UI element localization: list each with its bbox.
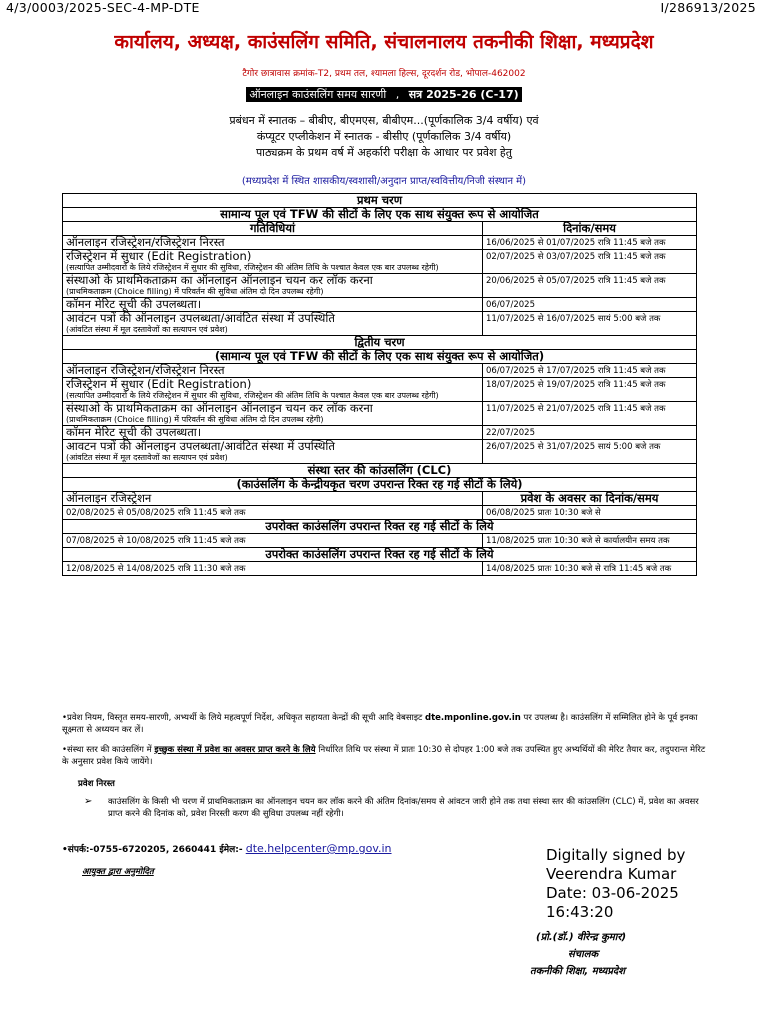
clc-subtitle-cell: (काउंसलिंग के केन्द्रीयकृत चरण उपरान्त रिक्त रह गई सीटों के लिये) [63, 478, 697, 492]
activity-cell [63, 364, 483, 378]
clc-title [63, 464, 697, 478]
clc-registration-date: 12/08/2025 से 14/08/2025 रात्रि 11:30 बजे तक [63, 562, 483, 576]
clc-subtitle [63, 478, 697, 492]
clc-column-header-row [63, 492, 697, 506]
activity-text: रजिस्ट्रेशन में सुधार (Edit Registration) [66, 249, 252, 263]
date-cell: 18/07/2025 से 19/07/2025 रात्रि 11:45 बजे तक [483, 378, 697, 402]
table-row [63, 378, 697, 402]
session-label: सत्र 2025-26 (C-17) [408, 88, 519, 101]
column-header-row [63, 222, 697, 236]
course-line-2: कंप्यूटर एप्लीकेशन में स्नातक - बीसीए (पूर्णकालिक 3/4 वर्षीय) [256, 130, 512, 143]
clc-round-header-cell: उपरोक्त काउंसलिंग उपरान्त रिक्त रह गई सीटों के लिये [63, 520, 697, 534]
activity-cell [63, 298, 483, 312]
clc-registration-date: 02/08/2025 से 05/08/2025 रात्रि 11:45 बजे तक [63, 506, 483, 520]
email-link[interactable]: dte.helpcenter@mp.gov.in [245, 842, 392, 855]
date-cell: 06/07/2025 से 17/07/2025 रात्रि 11:45 बजे तक [483, 364, 697, 378]
institution-types: (मध्यप्रदेश में स्थित शासकीय/स्वशासी/अनुदान प्राप्त/स्ववित्तीय/निजी संस्थान में) [241, 176, 527, 187]
activity-text: कॉमन मेरिट सूची की उपलब्धता। [66, 425, 202, 439]
schedule-table [62, 193, 697, 576]
activity-text: ऑनलाइन रजिस्ट्रेशन/रजिस्ट्रेशन निरस्त [66, 235, 225, 249]
activity-note: (सत्यापित उम्मीदवारों के लिये रजिस्ट्रेशन में सुधार की सुविधा, रजिस्ट्रेशन की अंतिम तिथि के पश्चात केवल एक बार उपलब्ध रहेगी) [66, 391, 439, 400]
table-row [63, 250, 697, 274]
phase1-title-cell: प्रथम चरण [63, 194, 697, 208]
office-address: टैगोर छात्रावास क्रमांक-T2, प्रथम तल, श्यामला हिल्स, दूरदर्शन रोड, भोपाल-462002 [242, 69, 526, 79]
file-reference: 4/3/0003/2025-SEC-4-MP-DTE [6, 0, 200, 15]
activity-cell [63, 236, 483, 250]
signatory-designation: संचालक [568, 949, 599, 960]
website-link[interactable]: dte.mponline.gov.in [425, 713, 521, 723]
activity-text: संस्थाओ के प्राथमिकताक्रम का ऑनलाइन ऑनलाइन चयन कर लॉक करना [66, 273, 373, 287]
activity-note: (सत्यापित उम्मीदवारों के लिये रजिस्ट्रेशन में सुधार की सुविधा, रजिस्ट्रेशन की अंतिम तिथि के पश्चात केवल एक बार उपलब्ध रहेगी) [66, 263, 439, 272]
date-cell: 11/07/2025 से 16/07/2025 सायं 5:00 बजे तक [483, 312, 697, 336]
table-row [63, 534, 697, 548]
course-line-3: पाठ्यक्रम के प्रथम वर्ष में अहर्कारी परीक्षा के आधार पर प्रवेश हेतु [255, 146, 513, 159]
date-cell: 22/07/2025 [483, 426, 697, 440]
arrow-bullet-icon: ➢ [84, 796, 93, 807]
phase2-title [63, 336, 697, 350]
office-title: कार्यालय, अध्यक्ष, काउंसलिंग समिति, संचालनालय तकनीकी शिक्षा, मध्यप्रदेश [114, 31, 654, 53]
course-description [0, 113, 768, 161]
phase1-subtitle-cell: सामान्य पूल एवं TFW की सीटों के लिए एक साथ संयुक्त रूप से आयोजित [63, 208, 697, 222]
activity-cell [63, 402, 483, 426]
activity-cell [63, 378, 483, 402]
activity-cell [63, 312, 483, 336]
schedule-heading: ऑनलाइन काउंसलिंग समय सारणी , सत्र 2025-26 (C-17) [0, 87, 768, 102]
table-row [63, 402, 697, 426]
signatory-department: तकनीकी शिक्षा, मध्यप्रदेश [530, 966, 626, 977]
activity-note: (प्राथमिकताक्रम (Choice filling) में परिवर्तन की सुविधा अंतिम दो दिन उपलब्ध रहेगी) [66, 287, 324, 296]
table-row [63, 506, 697, 520]
activity-cell [63, 426, 483, 440]
table-row [63, 236, 697, 250]
signatory-name: (प्रो.(डॉ.) वीरेन्द्र कुमार) [536, 932, 627, 943]
clc-admission-date: 14/08/2025 प्रातः 10:30 बजे से रात्रि 11:45 बजे तक [483, 562, 697, 576]
activity-text: रजिस्ट्रेशन में सुधार (Edit Registration) [66, 377, 252, 391]
table-row [63, 440, 697, 464]
activity-cell [63, 250, 483, 274]
note-1: •प्रवेश नियम, विस्तृत समय-सारणी, अभ्यर्थी के लिये महत्वपूर्ण निर्देश, अधिकृत सहायता केन्द्रों की सूची आदि वेबसाइट dte.mponline.gov.in पर उपलब्ध है। काउंसलिंग में सम्मिलित होने के पूर्व इनका सूक्ष्मता से अध्ययन कर लें। [62, 713, 698, 735]
activity-text: आवटन पत्रों की ऑनलाइन उपलब्धता/आवंटित संस्था में उपस्थिति [66, 439, 335, 453]
date-cell: 16/06/2025 से 01/07/2025 रात्रि 11:45 बजे तक [483, 236, 697, 250]
date-cell: 06/07/2025 [483, 298, 697, 312]
clc-round-header [63, 548, 697, 562]
table-row [63, 298, 697, 312]
schedule-label: ऑनलाइन काउंसलिंग समय सारणी [246, 87, 389, 102]
activity-text: कॉमन मेरिट सूची की उपलब्धता। [66, 297, 202, 311]
table-row [63, 562, 697, 576]
table-row [63, 364, 697, 378]
table-row [63, 426, 697, 440]
table-row [63, 274, 697, 298]
activity-note: (प्राथमिकताक्रम (Choice filling) में परिवर्तन की सुविधा अंतिम दो दिन उपलब्ध रहेगी) [66, 415, 324, 424]
contact-info: •संपर्क:-0755-6720205, 2660441 ईमेल:- dte.helpcenter@mp.gov.in [62, 842, 392, 855]
activity-text: आवंटन पत्रों की ऑनलाइन उपलब्धता/आवंटित संस्था में उपस्थिति [66, 311, 335, 325]
column-header-activity: गतिविधियां [63, 222, 483, 236]
date-cell: 20/06/2025 से 05/07/2025 रात्रि 11:45 बजे तक [483, 274, 697, 298]
column-header-date: दिनांक/समय [483, 222, 697, 236]
course-line-1: प्रबंधन में स्नातक – बीबीए, बीएमएस, बीबीएम...(पूर्णकालिक 3/4 वर्षीय) एवं [229, 114, 539, 127]
date-cell: 11/07/2025 से 21/07/2025 रात्रि 11:45 बजे तक [483, 402, 697, 426]
clc-registration-date: 07/08/2025 से 10/08/2025 रात्रि 11:45 बजे तक [63, 534, 483, 548]
clc-admission-date: 06/08/2025 प्रातः 10:30 बजे से [483, 506, 697, 520]
phase2-title-cell: द्वितीय चरण [63, 336, 697, 350]
cancellation-title: प्रवेश निरस्त [78, 779, 115, 789]
activity-cell [63, 440, 483, 464]
phase2-subtitle-cell: (सामान्य पूल एवं TFW की सीटों के लिए एक साथ संयुक्त रूप से आयोजित) [63, 350, 697, 364]
approval-note: आयुक्त द्वारा अनुमोदित [82, 867, 154, 877]
clc-round-header-cell: उपरोक्त काउंसलिंग उपरान्त रिक्त रह गई सीटों के लिये [63, 548, 697, 562]
activity-text: ऑनलाइन रजिस्ट्रेशन/रजिस्ट्रेशन निरस्त [66, 363, 225, 377]
clc-column-left: ऑनलाइन रजिस्ट्रेशन [63, 492, 483, 506]
clc-admission-date: 11/08/2025 प्रातः 10:30 बजे से कार्यालयीन समय तक [483, 534, 697, 548]
phase2-subtitle [63, 350, 697, 364]
activity-cell [63, 274, 483, 298]
date-cell: 26/07/2025 से 31/07/2025 सायं 5:00 बजे तक [483, 440, 697, 464]
date-cell: 02/07/2025 से 03/07/2025 रात्रि 11:45 बजे तक [483, 250, 697, 274]
cancellation-note: ➢ काउंसलिंग के किसी भी चरण में प्राथमिकताक्रम का ऑनलाइन चयन कर लॉक करने की अंतिम दिनांक/समय से आंवटन जारी होने तक तथा संस्था स्तर की कांउसलिंग (CLC) में, प्रवेश का अवसर प्राप्त करने की दिनांक को, प्रवेश निरस्ती करण की सुविधा उपलब्ध नहीं रहेगी। [84, 796, 699, 819]
activity-text: संस्थाओ के प्राथमिकताक्रम का ऑनलाइन ऑनलाइन चयन कर लॉक करना [66, 401, 373, 415]
clc-title-cell: संस्था स्तर की कांउसलिंग (CLC) [63, 464, 697, 478]
clc-round-header [63, 520, 697, 534]
activity-note: (आंवटित संस्था में मूल दस्तावेजों का सत्यापन एवं प्रवेश) [66, 325, 228, 334]
clc-column-right: प्रवेश के अवसर का दिनांक/समय [483, 492, 697, 506]
phase1-subtitle [63, 208, 697, 222]
document-number: I/286913/2025 [660, 0, 756, 15]
phase1-title [63, 194, 697, 208]
notes-section [62, 712, 712, 828]
table-row [63, 312, 697, 336]
activity-note: (आंवटित संस्था में मूल दस्तावेजों का सत्यापन एवं प्रवेश) [66, 453, 228, 462]
digital-signature: Digitally signed by Veerendra Kumar Date: 03-06-2025 16:43:20 [546, 846, 686, 921]
note-2: •संस्था स्तर की काउंसलिंग में इच्छुक संस्था में प्रवेश का अवसर प्राप्त करने के लिये निर्धारित तिथि पर संस्था में प्रातः 10:30 से दोपहर 1:00 बजे तक उपस्थित हुए अभ्यर्थियों की मेरिट तैयार कर, तदुपरान्त मेरिट के अनुसार प्रवेश किये जायेंगे। [62, 745, 706, 767]
